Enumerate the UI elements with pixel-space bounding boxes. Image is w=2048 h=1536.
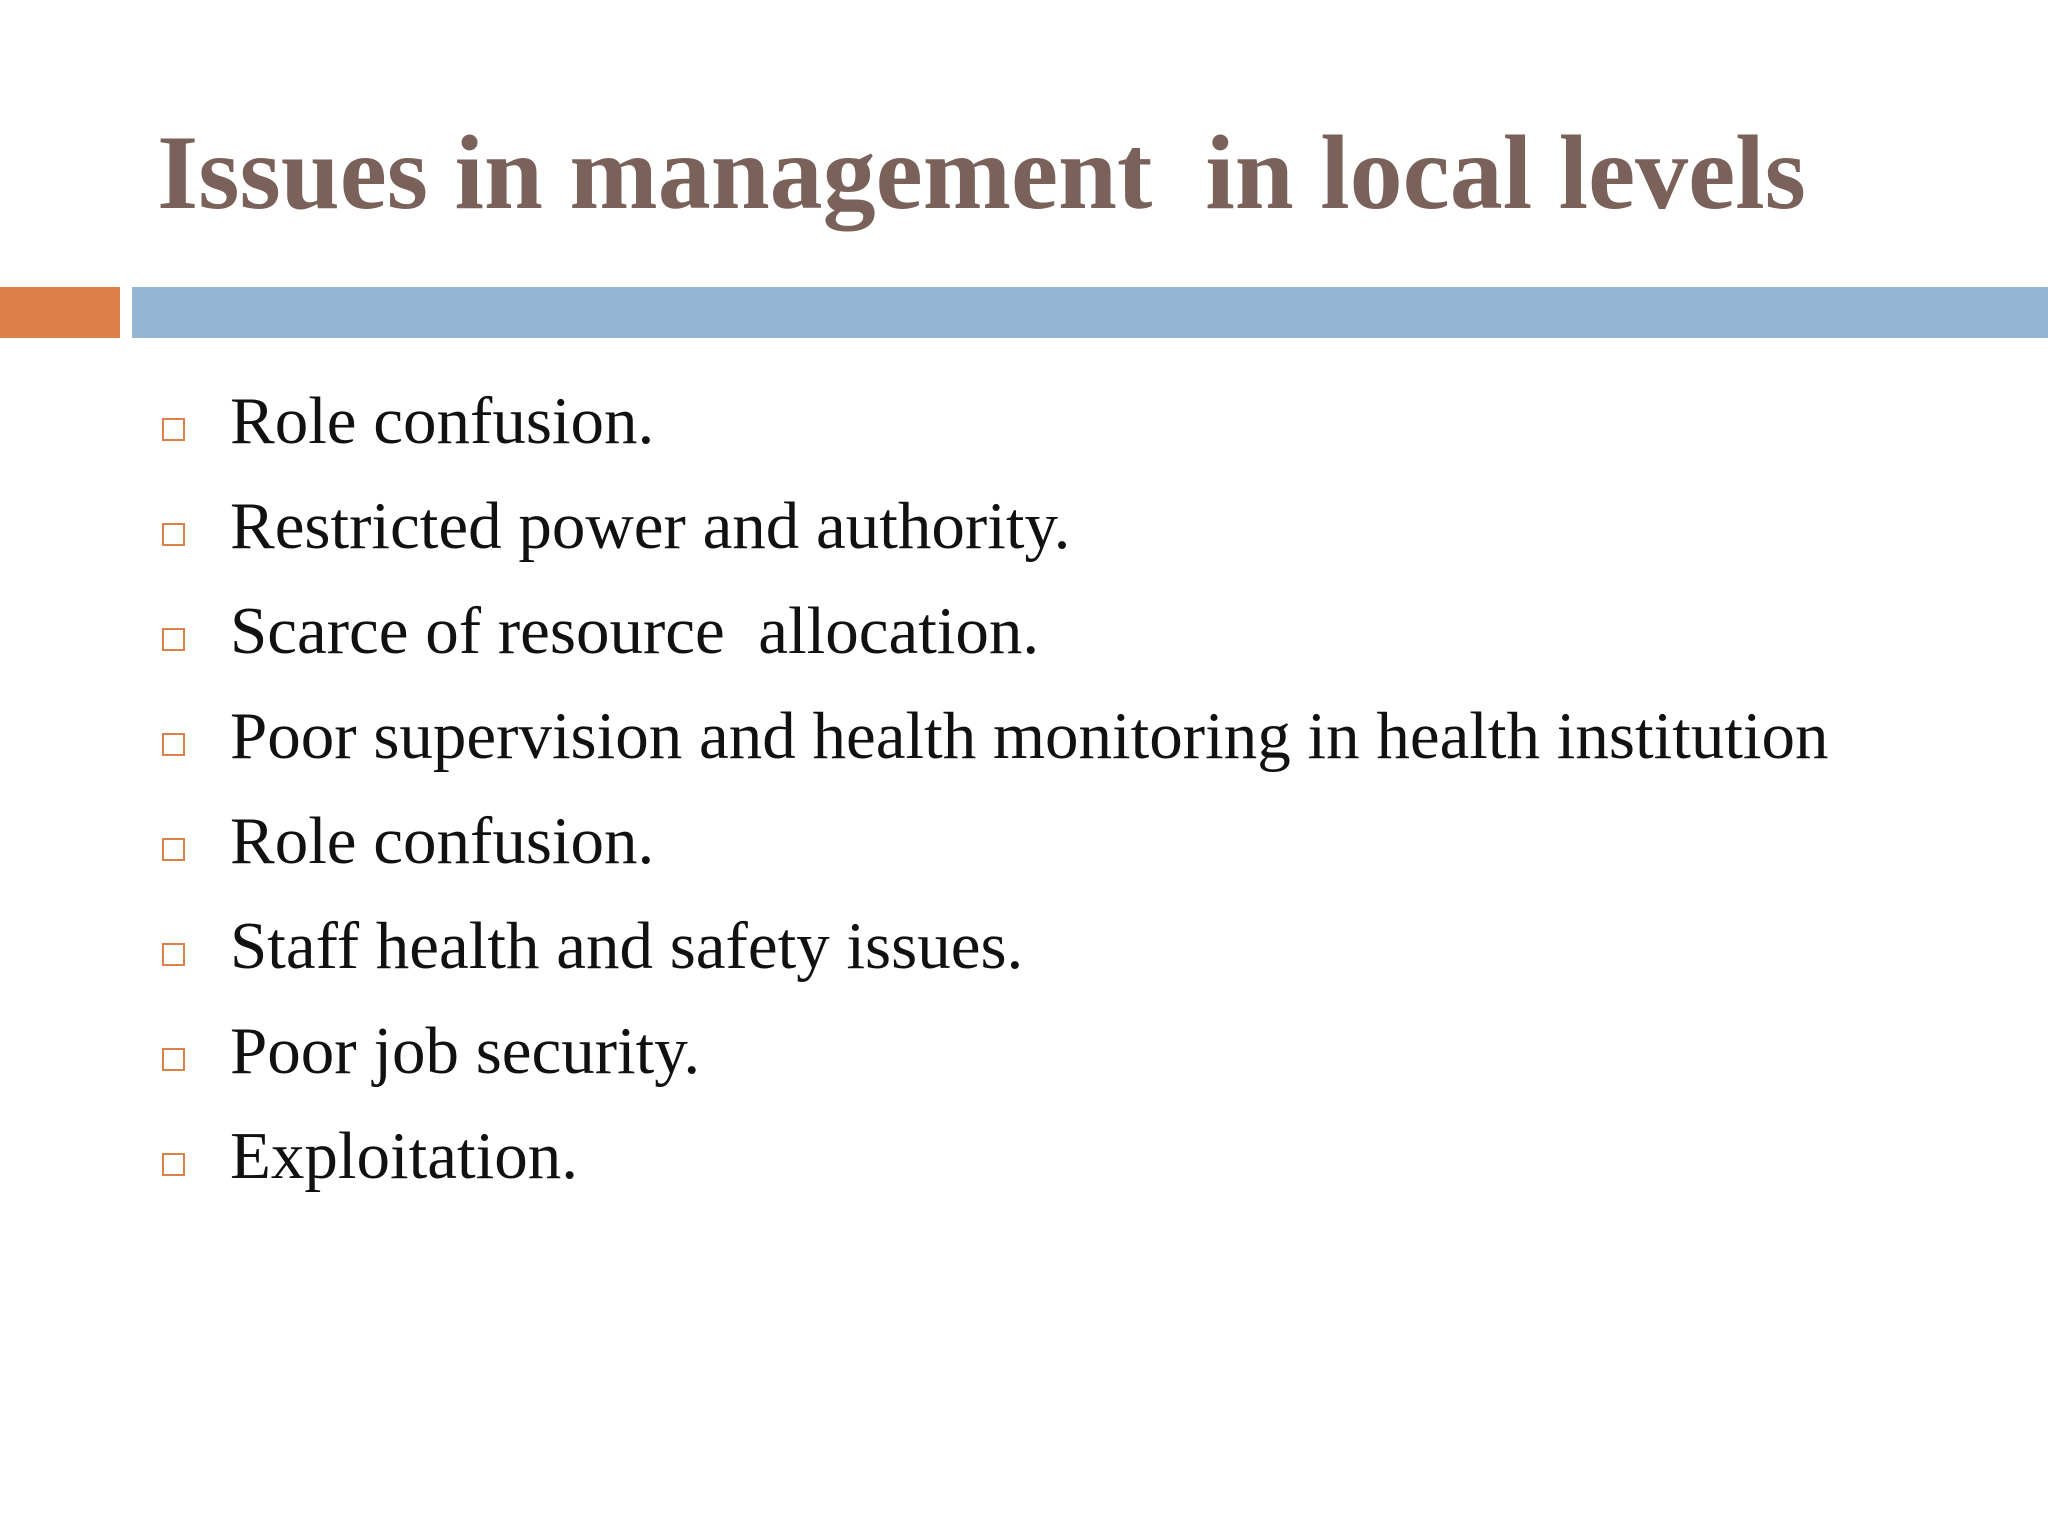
- bullet-item-role-confusion: [160, 366, 2030, 471]
- bullet-list: [160, 366, 2030, 1206]
- square-bullet-icon: [162, 943, 185, 966]
- orange-accent-bar: [0, 287, 120, 338]
- bullet-text: Poor supervision and health monitoring in health institution: [230, 699, 1829, 773]
- square-bullet-icon: [162, 418, 185, 441]
- bullet-text: Restricted power and authority.: [230, 489, 1071, 563]
- bullet-text: Role confusion.: [230, 384, 655, 458]
- bullet-item-job-security: [160, 996, 2030, 1101]
- bullet-item-staff-health: [160, 891, 2030, 996]
- bullet-item-exploitation: [160, 1101, 2030, 1206]
- bullet-text: Role confusion.: [230, 804, 655, 878]
- bullet-text: Exploitation.: [230, 1119, 578, 1193]
- bullet-text: Scarce of resource allocation.: [230, 594, 1040, 668]
- square-bullet-icon: [162, 838, 185, 861]
- square-bullet-icon: [162, 628, 185, 651]
- bullet-item-restricted-power: [160, 471, 2030, 576]
- slide-title: Issues in management in local levels: [157, 114, 1806, 231]
- bullet-text: Poor job security.: [230, 1014, 701, 1088]
- square-bullet-icon: [162, 1048, 185, 1071]
- blue-title-divider: [132, 287, 2048, 338]
- bullet-item-role-confusion-repeat: [160, 786, 2030, 891]
- bullet-item-resource-allocation: [160, 576, 2030, 681]
- bullet-text: Staff health and safety issues.: [230, 909, 1024, 983]
- square-bullet-icon: [162, 1153, 185, 1176]
- square-bullet-icon: [162, 523, 185, 546]
- square-bullet-icon: [162, 733, 185, 756]
- bullet-item-poor-supervision: [160, 681, 2030, 786]
